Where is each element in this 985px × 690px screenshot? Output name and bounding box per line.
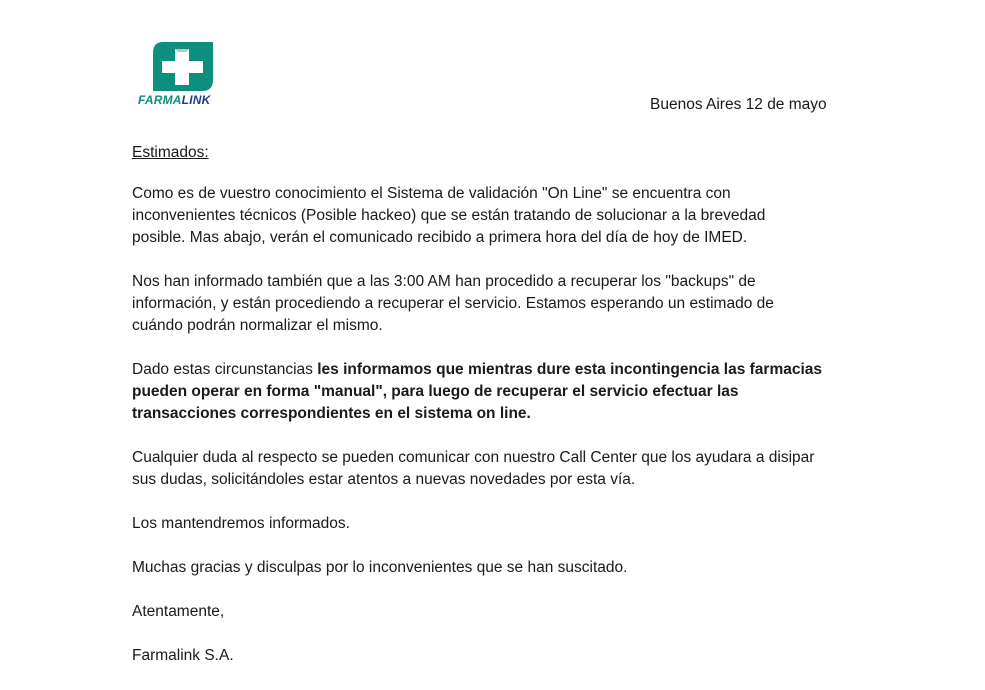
logo-text-link: LINK bbox=[181, 93, 211, 107]
text-line: Como es de vuestro conocimiento el Sistema de validación "On Line" se encuentra con bbox=[132, 185, 731, 202]
text-line: sus dudas, solicitándoles estar atentos a nuevas novedades por esta vía. bbox=[132, 471, 636, 488]
letter-signature: Farmalink S.A. bbox=[132, 647, 234, 664]
text-line bbox=[132, 359, 862, 381]
text-line: inconvenientes técnicos (Posible hackeo) que se están tratando de solucionar a la brevedad bbox=[132, 207, 766, 224]
text-line: cuándo podrán normalizar el mismo. bbox=[132, 317, 383, 334]
paragraph-backup-info bbox=[132, 271, 862, 337]
company-logo bbox=[138, 42, 222, 108]
text-line: posible. Mas abajo, verán el comunicado recibido a primera hora del día de hoy de IMED. bbox=[132, 229, 748, 246]
logo-text-farma: FARMA bbox=[138, 93, 182, 107]
paragraph-thanks: Muchas gracias y disculpas por lo inconvenientes que se han suscitado. bbox=[132, 559, 628, 576]
paragraph-system-status bbox=[132, 183, 862, 249]
letter-greeting: Estimados: bbox=[132, 144, 209, 161]
paragraph-intro: Dado estas circunstancias bbox=[132, 361, 318, 378]
bold-notice: transacciones correspondientes en el sistema on line. bbox=[132, 405, 531, 422]
paragraph-call-center bbox=[132, 447, 862, 491]
logo-wordmark bbox=[138, 93, 210, 107]
paragraph-keep-informed: Los mantendremos informados. bbox=[132, 515, 350, 532]
text-line: Cualquier duda al respecto se pueden comunicar con nuestro Call Center que los ayudara a disipar bbox=[132, 449, 815, 466]
bold-notice: pueden operar en forma "manual", para luego de recuperar el servicio efectuar las bbox=[132, 383, 739, 400]
letter-closing: Atentamente, bbox=[132, 603, 225, 620]
text-line: información, y están procediendo a recuperar el servicio. Estamos esperando un estimado de bbox=[132, 295, 774, 312]
paragraph-manual-operation bbox=[132, 359, 862, 425]
cross-logo-icon bbox=[153, 42, 213, 91]
letter-date: Buenos Aires 12 de mayo bbox=[650, 96, 827, 113]
bold-notice: les informamos que mientras dure esta incontingencia las farmacias bbox=[317, 361, 823, 378]
text-line: Nos han informado también que a las 3:00 AM han procedido a recuperar los "backups" de bbox=[132, 273, 756, 290]
